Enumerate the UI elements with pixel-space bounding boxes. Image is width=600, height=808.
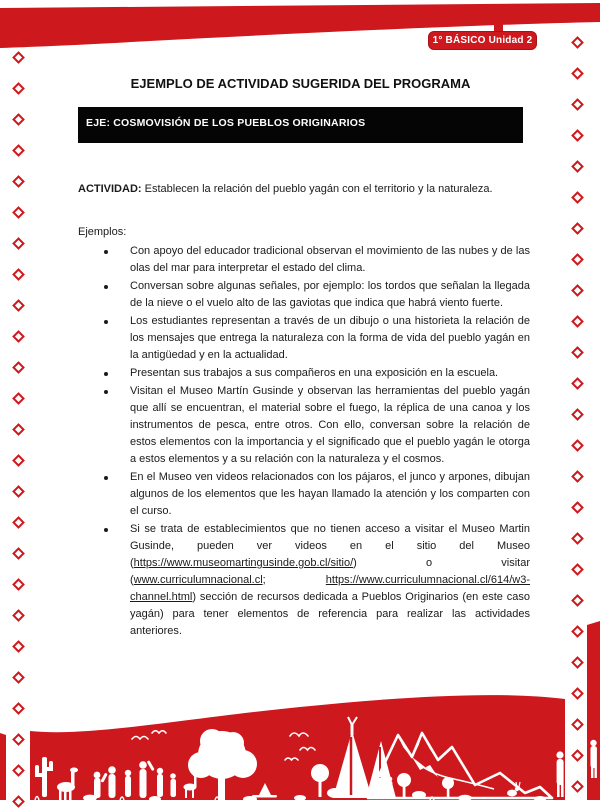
bullet-marker: [104, 285, 108, 289]
diamond-ornament: [12, 299, 25, 312]
diamond-ornament: [12, 113, 25, 126]
diamond-ornament: [12, 454, 25, 467]
bullet-text: Conversan sobre algunas señales, por ejemplo: los tordos que señalan la llegada de la nieve o el vuelo alto de las gaviotas que indica que habrá viento fuerte.: [130, 280, 530, 309]
bullet-item: [78, 365, 530, 382]
right-edge-strip: [587, 621, 600, 800]
left-edge-strip: [0, 733, 6, 800]
eje-header-label: EJE: COSMOVISIÓN DE LOS PUEBLOS ORIGINARIOS: [86, 117, 366, 129]
diamond-ornament: [12, 144, 25, 157]
diamond-ornament: [12, 237, 25, 250]
diamond-ornament: [571, 501, 584, 514]
bullet-text: Visitan el Museo Martín Gusinde y observan las herramientas del pueblo yagán que allí se encuentran, el material sobre el fuego, la réplica de una canoa y los instrumentos de pesca, entre otros. Con ello, conversan sobre la relación de estos elementos con la importancia y el significado que el pueblo yagán le otorga a estos elementos y a su relación con la naturaleza y el cosmos.: [130, 385, 530, 465]
bullet-text: Los estudiantes representan a través de un dibujo o una historieta la relación de los mensajes que entrega la naturaleza con la forma de vida del pueblo yagán en la antigüedad y en la actualidad.: [130, 315, 530, 361]
diamond-ornament: [571, 284, 584, 297]
bullet-text: ) sección de recursos dedicada a Pueblos Originarios (en este caso yagán) para tener elementos de referencia para realizar las actividades anteriores.: [130, 591, 530, 637]
bullet-text: Presentan sus trabajos a sus compañeros en una exposición en la escuela.: [130, 367, 499, 379]
hyperlink[interactable]: https://www.curriculumnacional.cl/614/w3-channel.html: [130, 574, 530, 603]
diamond-ornament: [571, 253, 584, 266]
activity-line: [78, 181, 530, 198]
diamond-ornament: [12, 175, 25, 188]
diamond-ornament: [571, 408, 584, 421]
diamond-ornament: [12, 423, 25, 436]
unit-badge: [428, 31, 537, 50]
activity-text: Establecen la relación del pueblo yagán con el territorio y la naturaleza.: [141, 183, 493, 195]
diamond-ornament: [571, 67, 584, 80]
bullet-marker: [104, 528, 108, 532]
diamond-ornament: [571, 594, 584, 607]
diamond-ornament: [12, 516, 25, 529]
diamond-ornament: [571, 315, 584, 328]
hyperlink[interactable]: https://www.museomartingusinde.gob.cl/sitio/: [133, 557, 354, 569]
eje-header-bar: [78, 107, 523, 143]
page-title: EJEMPLO DE ACTIVIDAD SUGERIDA DEL PROGRAMA: [130, 76, 471, 91]
diamond-ornament: [12, 485, 25, 498]
bullet-item: [78, 278, 530, 312]
diamond-ornament: [12, 361, 25, 374]
examples-label: Ejemplos:: [78, 226, 127, 238]
diamond-ornament: [571, 532, 584, 545]
diamond-ornament: [12, 268, 25, 281]
bullet-item: [78, 313, 530, 364]
bullet-item: [78, 469, 530, 520]
diamond-ornament: [571, 160, 584, 173]
diamond-ornament: [571, 222, 584, 235]
bullet-text: ) o visitar (: [130, 557, 530, 586]
diamond-ornament: [571, 563, 584, 576]
diamond-ornament: [12, 392, 25, 405]
diamond-ornament: [12, 330, 25, 343]
bullet-text: En el Museo ven videos relacionados con los pájaros, el junco y arpones, dibujan algunos de los elementos que les hayan llamado la atención y los comparten con el curso.: [130, 471, 530, 517]
diamond-ornament: [12, 82, 25, 95]
diamond-ornament: [12, 206, 25, 219]
bullet-marker: [104, 372, 108, 376]
diamond-ornament: [12, 578, 25, 591]
bullet-item: [78, 243, 530, 277]
diamond-ornament: [571, 346, 584, 359]
bullet-text: Si se trata de establecimientos que no tienen acceso a visitar el Museo Martin Gusinde, pueden ver videos en el sitio del Museo (: [130, 523, 530, 569]
unit-badge-label: 1° BÁSICO Unidad 2: [432, 35, 533, 46]
diamond-ornament: [571, 439, 584, 452]
diamond-ornament: [571, 98, 584, 111]
examples-list: [78, 243, 530, 641]
diamond-ornament: [571, 129, 584, 142]
diamond-ornament: [571, 470, 584, 483]
diamond-ornament: [571, 191, 584, 204]
diamond-ornament: [571, 377, 584, 390]
bullet-marker: [104, 476, 108, 480]
footer-illustration: [0, 615, 600, 800]
bullet-text: ;: [262, 574, 326, 586]
bullet-text: Con apoyo del educador tradicional observan el movimiento de las nubes y de las olas del mar para interpretar el estado del clima.: [130, 245, 530, 274]
bullet-marker: [104, 320, 108, 324]
hyperlink[interactable]: www.curriculumnacional.cl: [133, 574, 263, 586]
activity-label: ACTIVIDAD:: [78, 183, 142, 195]
bullet-marker: [104, 250, 108, 254]
bullet-marker: [104, 390, 108, 394]
bullet-item: [78, 383, 530, 468]
top-wave-banner: [0, 0, 600, 60]
diamond-ornament: [12, 547, 25, 560]
